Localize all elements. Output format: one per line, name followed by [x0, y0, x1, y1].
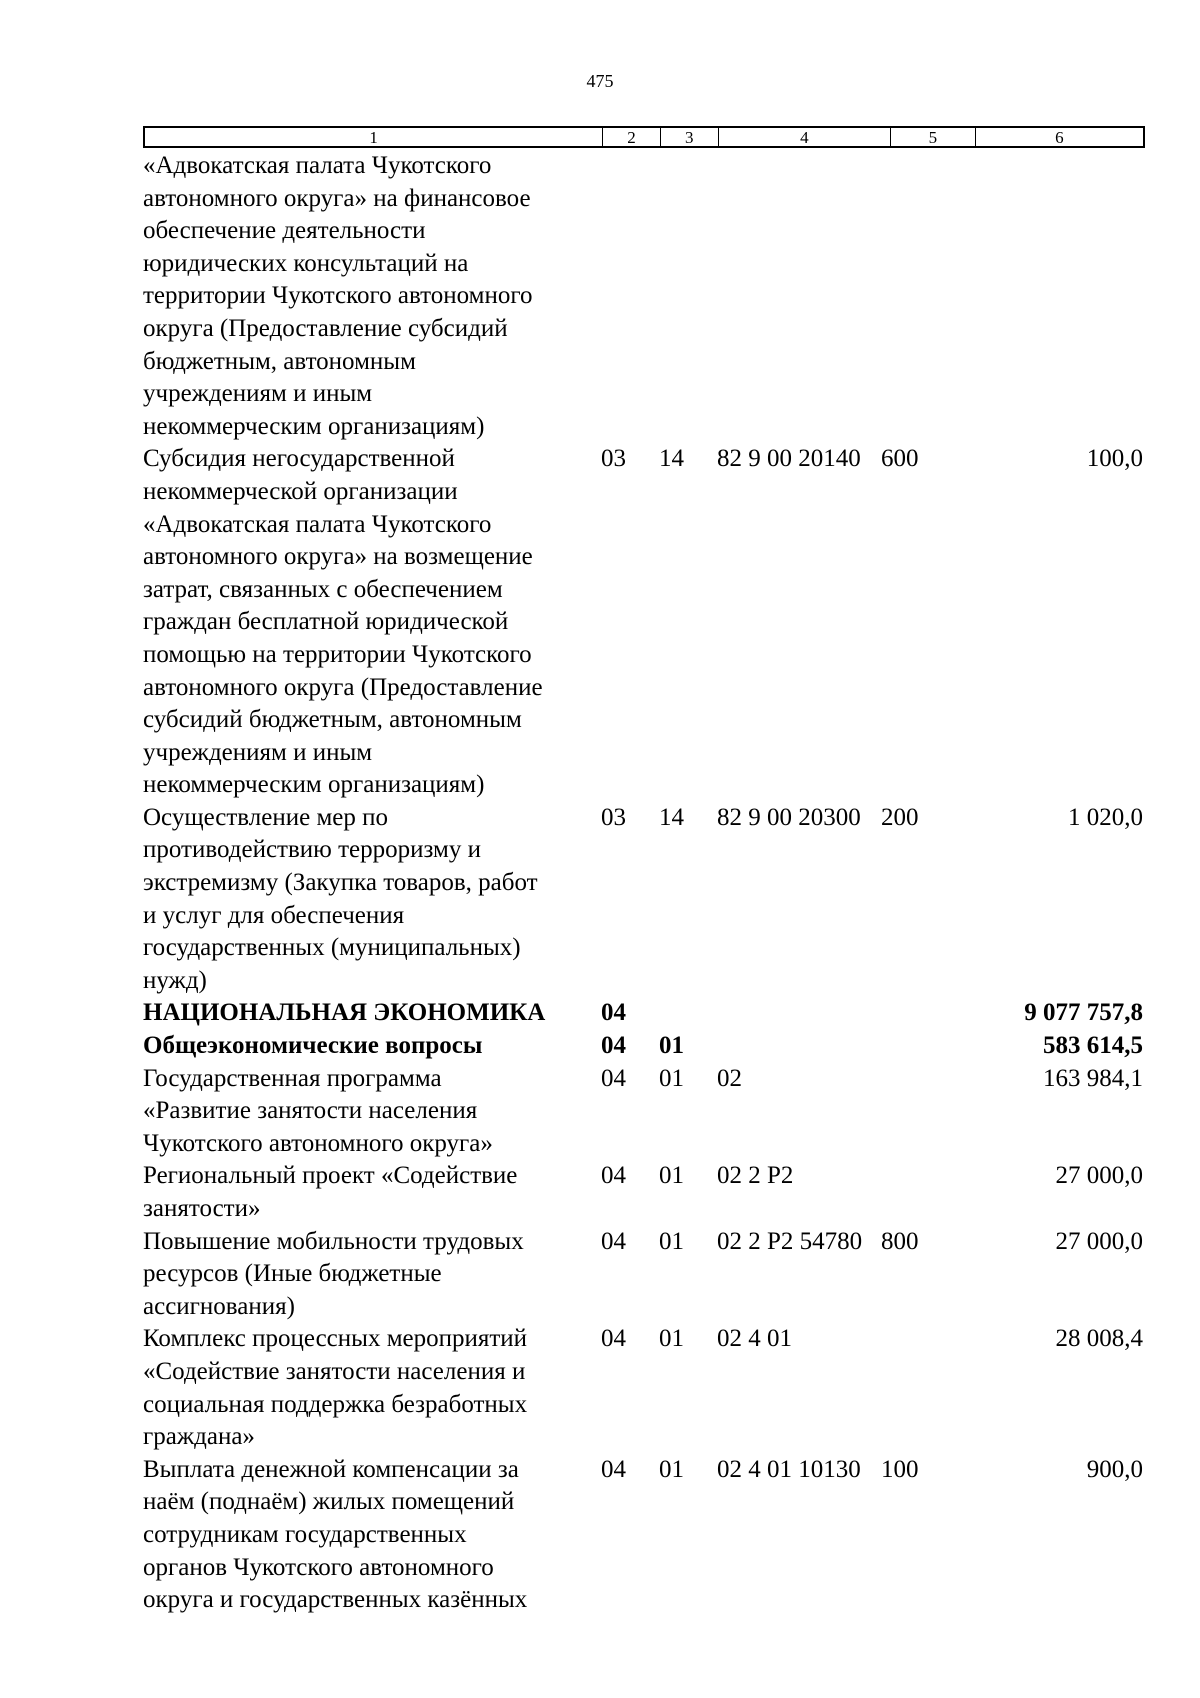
row-amount: 900,0	[1086, 1455, 1143, 1483]
row-amount: 1 020,0	[1068, 803, 1143, 831]
row-subsection: 01	[659, 1162, 684, 1190]
table-row	[143, 1030, 1145, 1063]
row-subsection: 01	[659, 1032, 684, 1060]
table-row	[143, 1160, 1145, 1225]
table-row	[143, 997, 1145, 1030]
row-section: 03	[601, 445, 626, 473]
header-col-2: 2	[603, 128, 661, 146]
row-section: 04	[601, 1064, 626, 1092]
row-amount: 583 614,5	[1043, 1032, 1143, 1060]
row-target-article: 02	[717, 1064, 742, 1092]
table-body	[143, 150, 1145, 1617]
row-description: Комплекс процессных мероприятий «Содействие занятости населения и социальная поддержка безработных граждана»	[143, 1325, 528, 1451]
row-section: 04	[601, 1032, 626, 1060]
row-subsection: 01	[659, 1227, 684, 1255]
row-amount: 9 077 757,8	[1024, 999, 1143, 1027]
row-target-article: 82 9 00 20300	[717, 803, 861, 831]
row-amount: 27 000,0	[1055, 1227, 1143, 1255]
row-subsection: 01	[659, 1325, 684, 1353]
header-col-3: 3	[661, 128, 719, 146]
row-description: Региональный проект «Содействие занятости»	[143, 1162, 518, 1222]
header-col-4: 4	[719, 128, 891, 146]
row-description: «Адвокатская палата Чукотского автономного округа» на финансовое обеспечение деятельности юридических консультаций на территории Чукотского автономного округа (Предоставление субсидий бюджетным, автономным учреждениям и иным некоммерческим организациям)	[143, 152, 533, 440]
row-amount: 163 984,1	[1043, 1064, 1143, 1092]
row-section: 04	[601, 1325, 626, 1353]
row-section: 04	[601, 999, 626, 1027]
table-row	[143, 150, 1145, 443]
row-target-article: 82 9 00 20140	[717, 445, 861, 473]
row-expense-type: 100	[881, 1455, 919, 1483]
row-description: Осуществление мер по противодействию терроризму и экстремизму (Закупка товаров, работ и услуг для обеспечения государственных (муниципальных) нужд)	[143, 803, 538, 994]
row-subsection: 14	[659, 803, 684, 831]
row-section: 04	[601, 1455, 626, 1483]
table-row	[143, 1226, 1145, 1324]
row-subsection: 14	[659, 445, 684, 473]
row-description: Повышение мобильности трудовых ресурсов (Иные бюджетные ассигнования)	[143, 1227, 524, 1320]
row-expense-type: 800	[881, 1227, 919, 1255]
row-description: Субсидия негосударственной некоммерческой организации «Адвокатская палата Чукотского автономного округа» на возмещение затрат, связанных с обеспечением граждан бесплатной юридической помощью на территории Чукотского автономного округа (Предоставление субсидий бюджетным, автономным учреждениям и иным некоммерческим организациям)	[143, 445, 543, 799]
table-row	[143, 1454, 1145, 1617]
table-row	[143, 802, 1145, 998]
row-expense-type: 600	[881, 445, 919, 473]
row-section: 03	[601, 803, 626, 831]
row-amount: 100,0	[1086, 445, 1143, 473]
row-description: НАЦИОНАЛЬНАЯ ЭКОНОМИКА	[143, 999, 546, 1027]
header-col-6: 6	[1055, 128, 1064, 147]
table-header-row	[143, 126, 1145, 148]
row-subsection: 01	[659, 1455, 684, 1483]
row-description: Общеэкономические вопросы	[143, 1032, 483, 1060]
row-amount: 27 000,0	[1055, 1162, 1143, 1190]
header-col-1: 1	[145, 128, 603, 146]
table-row	[143, 443, 1145, 802]
row-target-article: 02 4 01	[717, 1325, 792, 1353]
row-description: Государственная программа «Развитие занятости населения Чукотского автономного округа»	[143, 1064, 493, 1157]
row-amount: 28 008,4	[1055, 1325, 1143, 1353]
row-target-article: 02 4 01 10130	[717, 1455, 861, 1483]
page-number: 475	[586, 71, 614, 91]
row-subsection: 01	[659, 1064, 684, 1092]
table-row	[143, 1323, 1145, 1453]
row-target-article: 02 2 Р2 54780	[717, 1227, 863, 1255]
row-description: Выплата денежной компенсации за наём (поднаём) жилых помещений сотрудникам государственных органов Чукотского автономного округа и государственных казённых	[143, 1455, 528, 1614]
row-section: 04	[601, 1227, 626, 1255]
table-row	[143, 1063, 1145, 1161]
row-expense-type: 200	[881, 803, 919, 831]
row-section: 04	[601, 1162, 626, 1190]
header-col-5: 5	[891, 128, 976, 146]
row-target-article: 02 2 Р2	[717, 1162, 794, 1190]
